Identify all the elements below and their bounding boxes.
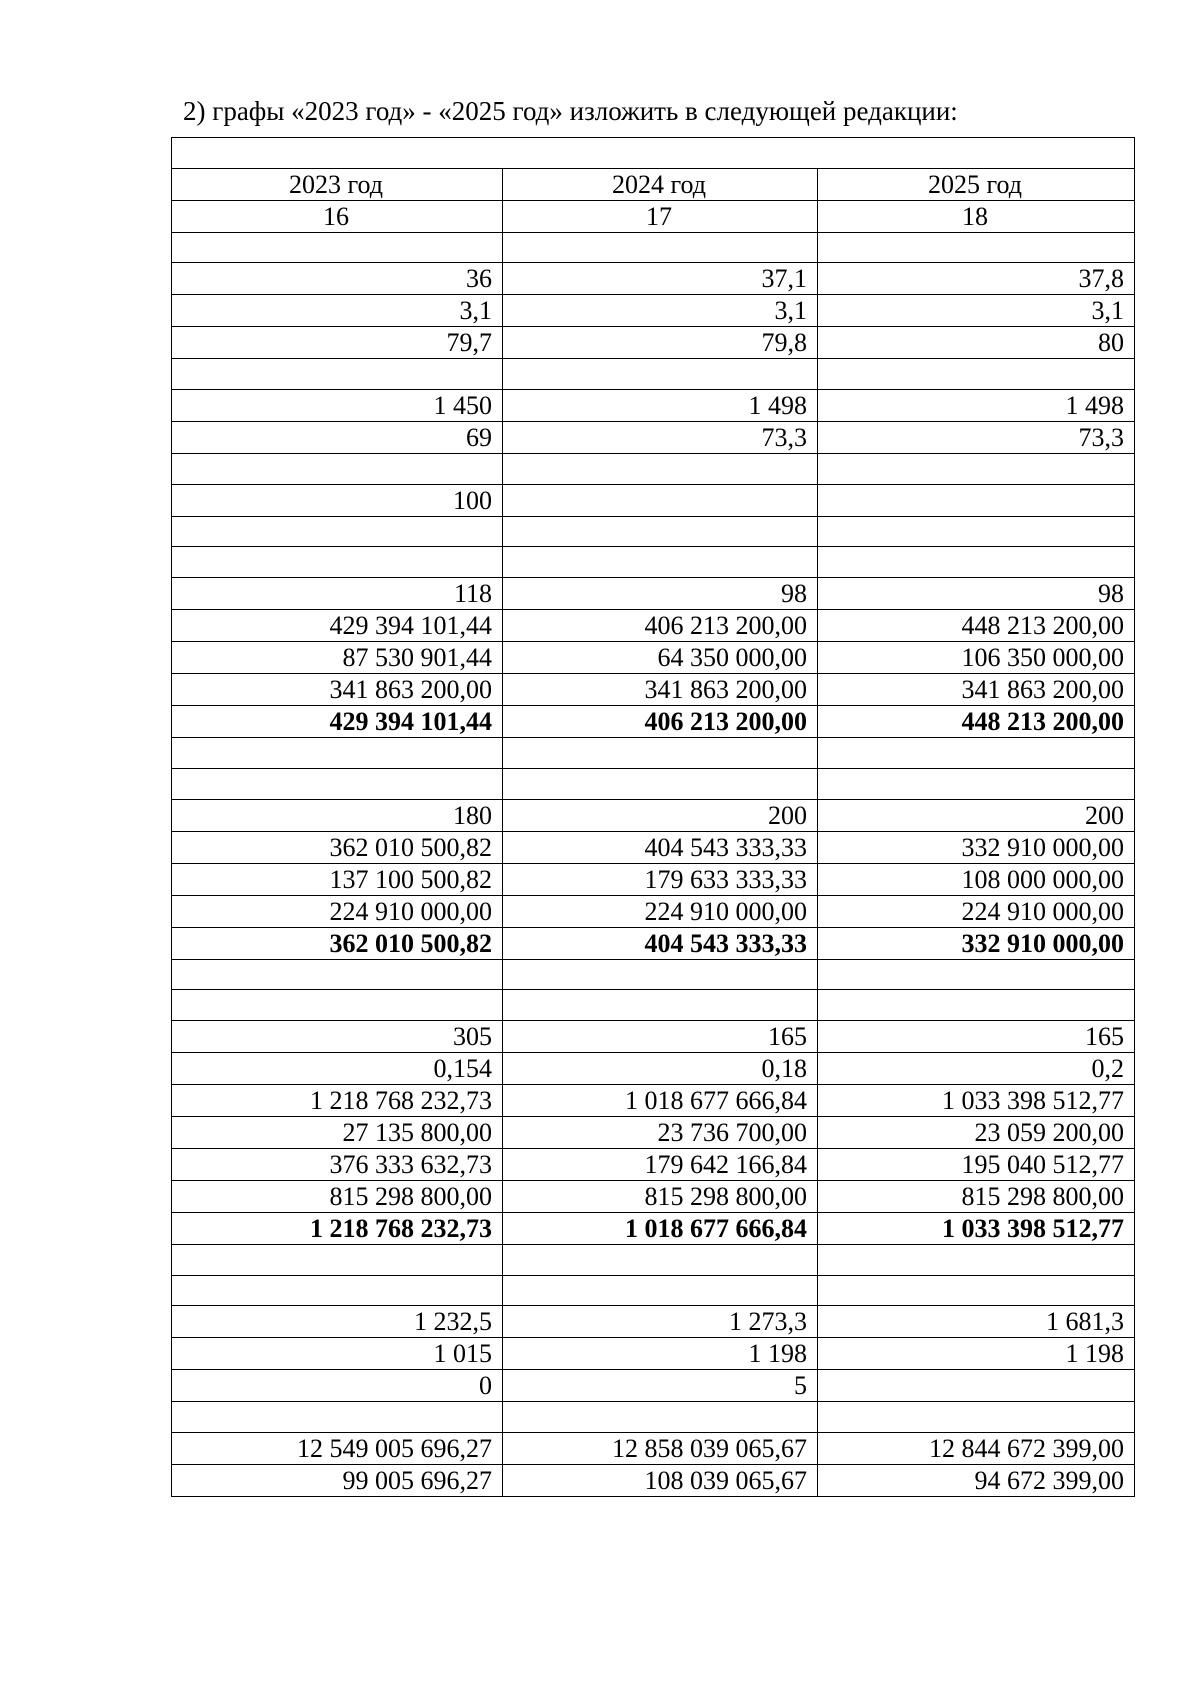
table-cell: 23 736 700,00 [503, 1116, 818, 1148]
table-cell: 1 232,5 [172, 1306, 503, 1338]
table-cell [818, 990, 1135, 1021]
table-row [172, 610, 1135, 642]
table-cell: 69 [172, 422, 503, 454]
table-cell: 98 [503, 578, 818, 610]
table-cell: 815 298 800,00 [172, 1180, 503, 1212]
table-cell: 332 910 000,00 [818, 927, 1135, 959]
table-cell [172, 959, 503, 990]
header-2025: 2025 год [818, 168, 1135, 200]
table-row [172, 1244, 1135, 1275]
table-row [172, 1116, 1135, 1148]
table-row [172, 831, 1135, 863]
table-cell [172, 454, 503, 485]
table-cell [503, 990, 818, 1021]
table-cell: 429 394 101,44 [172, 706, 503, 738]
table-cell: 362 010 500,82 [172, 831, 503, 863]
table-cell: 94 672 399,00 [818, 1464, 1135, 1496]
table-cell: 12 858 039 065,67 [503, 1432, 818, 1464]
table-cell: 224 910 000,00 [818, 895, 1135, 927]
table-cell [172, 738, 503, 769]
table-cell: 79,8 [503, 327, 818, 359]
table-cell [172, 1275, 503, 1306]
intro-text: 2) графы «2023 год» - «2025 год» изложить в следующей редакции: [183, 96, 958, 126]
table-cell [503, 232, 818, 263]
table-row [172, 327, 1135, 359]
table-cell [818, 232, 1135, 263]
table-cell [172, 516, 503, 547]
table-cell: 179 633 333,33 [503, 863, 818, 895]
table-cell [172, 768, 503, 799]
table-cell [172, 359, 503, 390]
table-cell [818, 359, 1135, 390]
table-row [172, 1464, 1135, 1496]
table-cell [172, 990, 503, 1021]
table-cell: 98 [818, 578, 1135, 610]
table-cell [818, 547, 1135, 578]
table-cell: 448 213 200,00 [818, 706, 1135, 738]
table-cell: 5 [503, 1370, 818, 1402]
table-cell: 37,1 [503, 263, 818, 295]
table-cell: 1 015 [172, 1338, 503, 1370]
table-cell: 305 [172, 1020, 503, 1052]
table-row [172, 1275, 1135, 1306]
table-cell: 1 198 [503, 1338, 818, 1370]
table-cell: 108 039 065,67 [503, 1464, 818, 1496]
table-row [172, 390, 1135, 422]
table-cell: 200 [818, 799, 1135, 831]
table-cell: 0,154 [172, 1052, 503, 1084]
data-table [171, 137, 1135, 1497]
table-row [172, 1020, 1135, 1052]
table-row [172, 359, 1135, 390]
table-cell: 1 498 [818, 390, 1135, 422]
table-row [172, 706, 1135, 738]
table-cell: 99 005 696,27 [172, 1464, 503, 1496]
table-cell: 404 543 333,33 [503, 831, 818, 863]
table-cell: 36 [172, 263, 503, 295]
table-cell [503, 359, 818, 390]
table-row [172, 1052, 1135, 1084]
table-cell: 224 910 000,00 [172, 895, 503, 927]
table-row [172, 768, 1135, 799]
table-cell: 73,3 [818, 422, 1135, 454]
table-cell: 165 [818, 1020, 1135, 1052]
table-cell: 3,1 [172, 295, 503, 327]
table-cell: 815 298 800,00 [818, 1180, 1135, 1212]
table-cell [818, 1402, 1135, 1433]
table-cell [818, 738, 1135, 769]
table-row [172, 232, 1135, 263]
table-cell: 1 218 768 232,73 [172, 1212, 503, 1244]
table-cell: 376 333 632,73 [172, 1148, 503, 1180]
table-cell: 1 450 [172, 390, 503, 422]
table-row [172, 738, 1135, 769]
table-cell: 80 [818, 327, 1135, 359]
table-cell: 165 [503, 1020, 818, 1052]
table-cell [818, 1244, 1135, 1275]
table-cell: 404 543 333,33 [503, 927, 818, 959]
table-cell [503, 1244, 818, 1275]
table-cell: 12 549 005 696,27 [172, 1432, 503, 1464]
table-cell: 137 100 500,82 [172, 863, 503, 895]
table-row [172, 959, 1135, 990]
table-cell: 200 [503, 799, 818, 831]
table-cell [818, 454, 1135, 485]
table-row [172, 927, 1135, 959]
table-cell [818, 959, 1135, 990]
table-cell: 1 033 398 512,77 [818, 1084, 1135, 1116]
table-cell [818, 768, 1135, 799]
table-row [172, 263, 1135, 295]
table-cell: 1 198 [818, 1338, 1135, 1370]
table-cell [172, 232, 503, 263]
table-cell [503, 738, 818, 769]
header-2024: 2024 год [503, 168, 818, 200]
table-row [172, 674, 1135, 706]
table-row [172, 454, 1135, 485]
table-row [172, 1338, 1135, 1370]
table-cell [503, 484, 818, 516]
table-cell [503, 516, 818, 547]
table-row [172, 1432, 1135, 1464]
table-cell: 1 218 768 232,73 [172, 1084, 503, 1116]
table-cell: 815 298 800,00 [503, 1180, 818, 1212]
table-cell: 27 135 800,00 [172, 1116, 503, 1148]
table-row [172, 1084, 1135, 1116]
table-row [172, 1212, 1135, 1244]
table-cell: 0,18 [503, 1052, 818, 1084]
header-2023: 2023 год [172, 168, 503, 200]
table-cell: 1 498 [503, 390, 818, 422]
column-number-18: 18 [818, 200, 1135, 232]
table-cell: 341 863 200,00 [818, 674, 1135, 706]
table-row [172, 1148, 1135, 1180]
table-cell: 1 273,3 [503, 1306, 818, 1338]
table-cell: 0 [172, 1370, 503, 1402]
table-cell: 224 910 000,00 [503, 895, 818, 927]
table-row [172, 484, 1135, 516]
table-row [172, 1402, 1135, 1433]
table-cell [818, 1275, 1135, 1306]
table-cell [818, 484, 1135, 516]
table-cell: 73,3 [503, 422, 818, 454]
table-cell: 406 213 200,00 [503, 706, 818, 738]
table-cell: 87 530 901,44 [172, 642, 503, 674]
table-cell: 106 350 000,00 [818, 642, 1135, 674]
table-cell: 448 213 200,00 [818, 610, 1135, 642]
table-cell: 64 350 000,00 [503, 642, 818, 674]
table-cell [172, 1244, 503, 1275]
table-row [172, 863, 1135, 895]
table-cell: 341 863 200,00 [172, 674, 503, 706]
table-cell: 429 394 101,44 [172, 610, 503, 642]
table-cell: 1 033 398 512,77 [818, 1212, 1135, 1244]
table-cell: 0,2 [818, 1052, 1135, 1084]
table-cell [503, 768, 818, 799]
table-cell: 1 681,3 [818, 1306, 1135, 1338]
table-cell: 12 844 672 399,00 [818, 1432, 1135, 1464]
table-cell: 362 010 500,82 [172, 927, 503, 959]
column-number-row [172, 200, 1135, 232]
table-cell [503, 1275, 818, 1306]
table-cell: 79,7 [172, 327, 503, 359]
table-row [172, 895, 1135, 927]
table-cell [172, 1402, 503, 1433]
table-cell: 332 910 000,00 [818, 831, 1135, 863]
table-header-row [172, 168, 1135, 200]
table-row [172, 578, 1135, 610]
table-cell: 3,1 [818, 295, 1135, 327]
table-cell: 1 018 677 666,84 [503, 1212, 818, 1244]
table-row [172, 642, 1135, 674]
column-number-16: 16 [172, 200, 503, 232]
table-cell [818, 516, 1135, 547]
table-cell: 108 000 000,00 [818, 863, 1135, 895]
table-cell: 180 [172, 799, 503, 831]
table-cell: 406 213 200,00 [503, 610, 818, 642]
table-row [172, 1306, 1135, 1338]
table-cell: 100 [172, 484, 503, 516]
table-row [172, 422, 1135, 454]
table-cell: 23 059 200,00 [818, 1116, 1135, 1148]
table-cell: 118 [172, 578, 503, 610]
table-cell: 37,8 [818, 263, 1135, 295]
table-row [172, 1180, 1135, 1212]
table-row [172, 1370, 1135, 1402]
table-title-cell [172, 138, 1135, 169]
table-cell: 195 040 512,77 [818, 1148, 1135, 1180]
table-cell: 179 642 166,84 [503, 1148, 818, 1180]
table-row [172, 295, 1135, 327]
column-number-17: 17 [503, 200, 818, 232]
table-cell: 1 018 677 666,84 [503, 1084, 818, 1116]
table-row [172, 547, 1135, 578]
table-cell [172, 547, 503, 578]
table-row [172, 799, 1135, 831]
table-cell [503, 547, 818, 578]
table-cell [503, 959, 818, 990]
table-title-row [172, 138, 1135, 169]
table-cell: 3,1 [503, 295, 818, 327]
table-cell [503, 1402, 818, 1433]
table-row [172, 990, 1135, 1021]
table-cell [818, 1370, 1135, 1402]
table-cell [503, 454, 818, 485]
table-row [172, 516, 1135, 547]
table-cell: 341 863 200,00 [503, 674, 818, 706]
